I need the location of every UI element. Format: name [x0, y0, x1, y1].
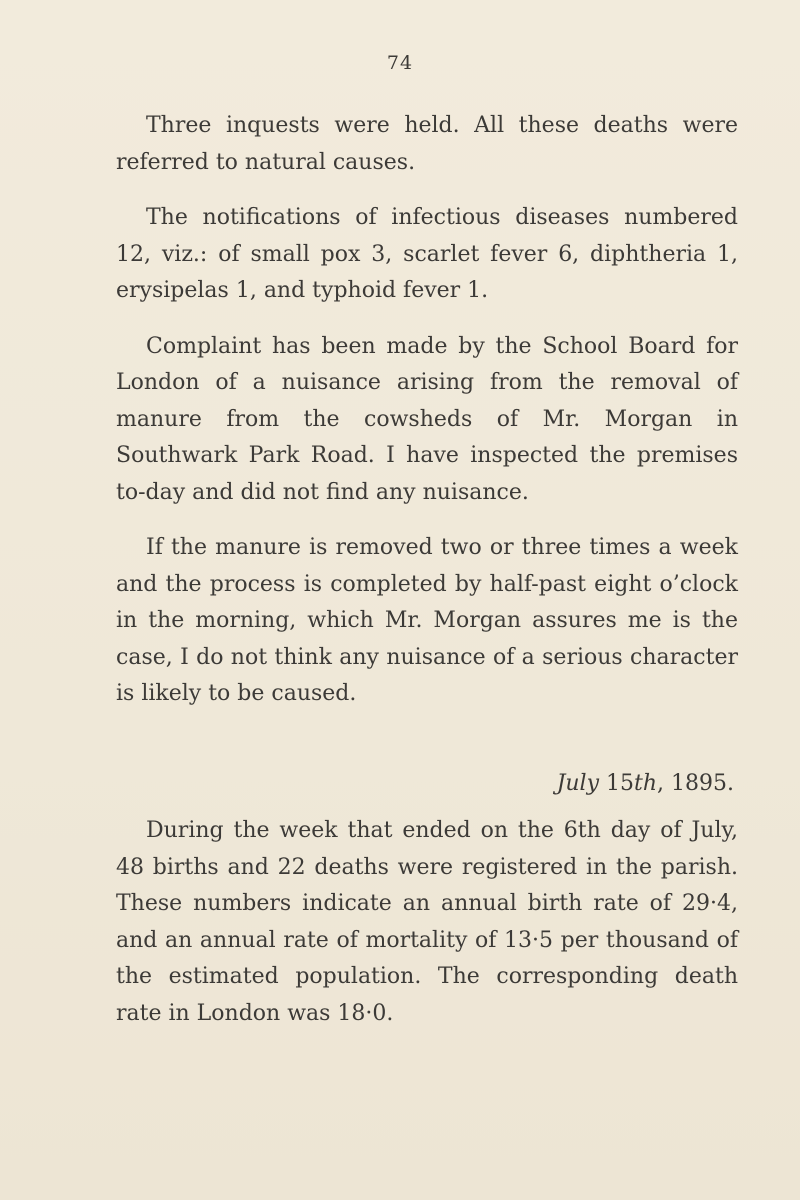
dateline-year: , 1895. [657, 770, 734, 796]
dateline [116, 766, 738, 803]
paragraph-inquests: Three inquests were held. All these deaths were referred to natural causes. [116, 113, 738, 175]
paragraph-weekly-statistics: During the week that ended on the 6th day of July, 48 births and 22 deaths were registered in the parish. These numbers indicate an annual birth rate of 29·4, and an annual rate of mortality of 13·5 per thousand of the estimated population. The corresponding death rate in London was 18·0. [116, 818, 738, 1026]
dateline-day-suffix: th [634, 770, 658, 796]
paragraph-complaint: Complaint has been made by the School Board for London of a nuisance arising from the removal of manure from the cowsheds of Mr. Morgan in Southwark Park Road. I have inspected the premises to-day and did not find any nuisance. [116, 333, 738, 505]
dateline-day: 15 [606, 770, 635, 796]
dateline-month: July [556, 770, 600, 796]
page-number: 74 [386, 52, 414, 74]
page-body [116, 108, 738, 1051]
paragraph-notifications: The notifications of infectious diseases numbered 12, viz.: of small pox 3, scarlet fever 6, diphtheria 1, erysipelas 1, and typhoid fever 1. [116, 205, 738, 303]
paragraph-manure-removal: If the manure is removed two or three times a week and the process is completed by half-past eight o’clock in the morning, which Mr. Morgan assures me is the case, I do not think any nuisance of a serious character is likely to be caused. [116, 535, 738, 706]
